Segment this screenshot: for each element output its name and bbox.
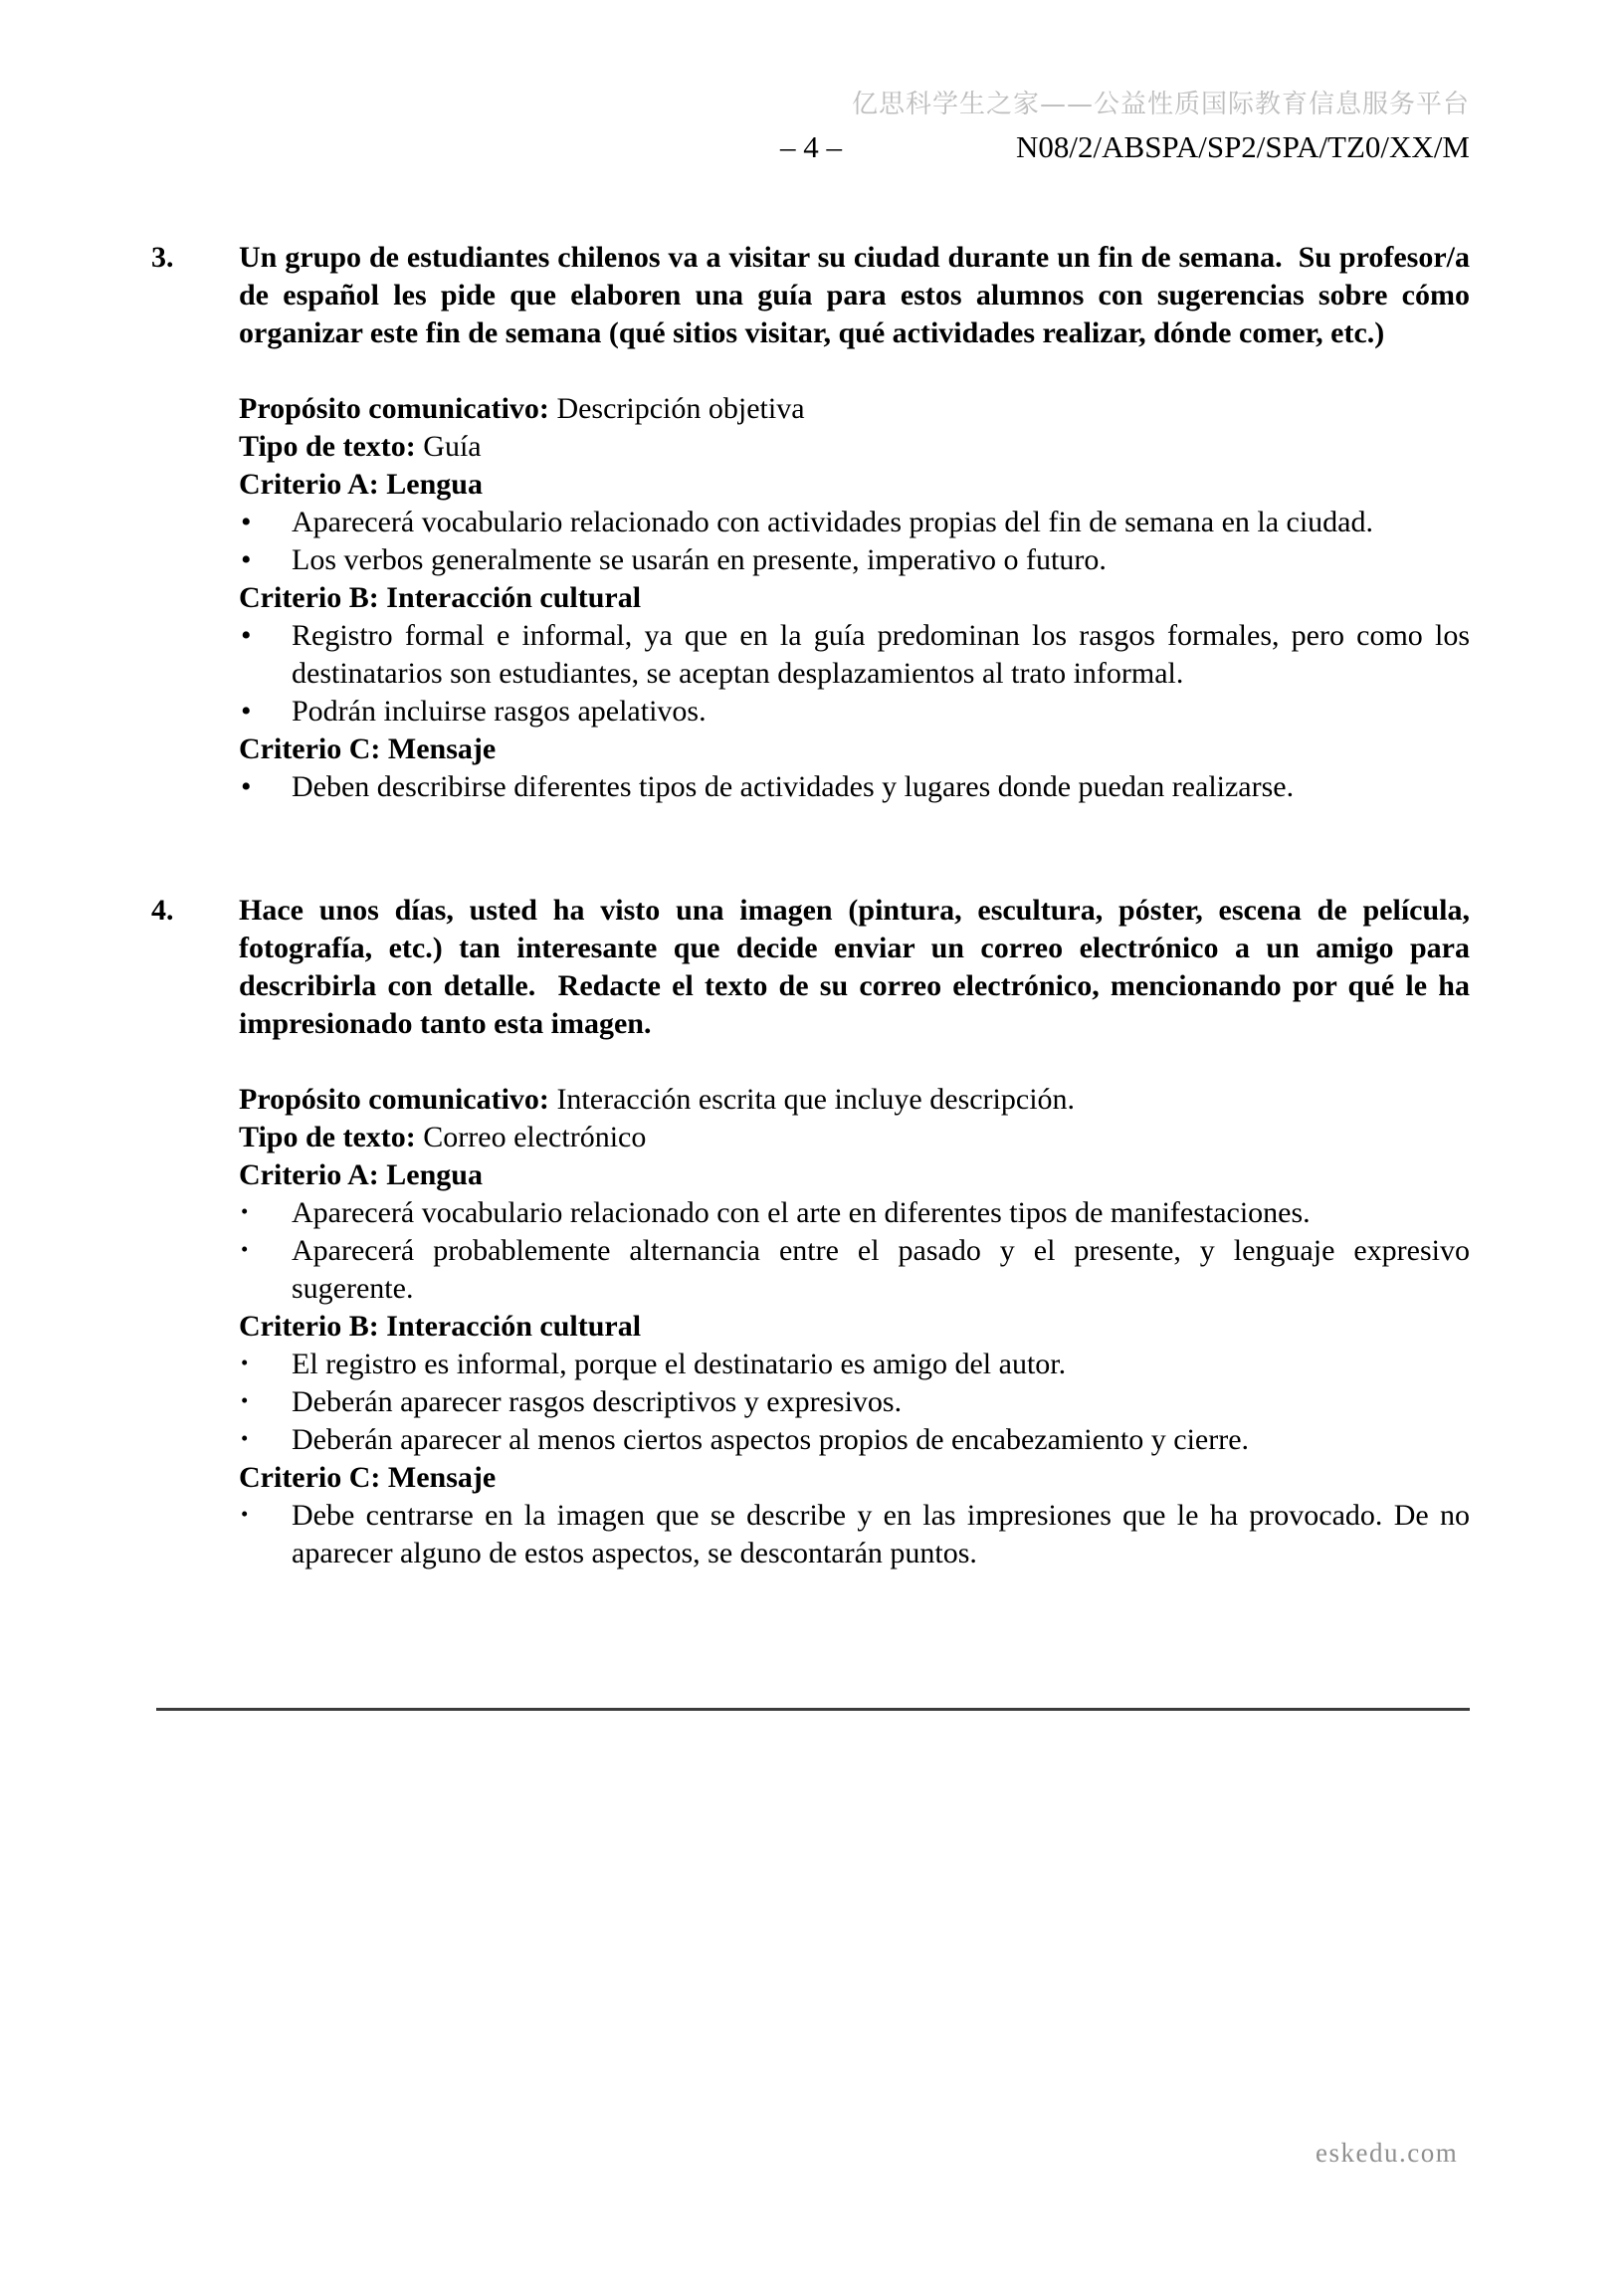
bullet-icon: • bbox=[241, 1351, 249, 1374]
criterion-section bbox=[239, 1308, 1470, 1459]
bullet-text: Los verbos generalmente se usarán en presente, imperativo o futuro. bbox=[292, 543, 1107, 576]
bullet-list bbox=[239, 1346, 1470, 1459]
criterion-section bbox=[239, 731, 1470, 806]
bullet-text: El registro es informal, porque el destinatario es amigo del autor. bbox=[292, 1348, 1067, 1380]
bullet-icon: • bbox=[241, 1199, 249, 1223]
bullet-icon: • bbox=[241, 1502, 249, 1526]
proposito-value: Interacción escrita que incluye descripción. bbox=[556, 1083, 1076, 1116]
questions-container bbox=[151, 239, 1470, 1572]
criterion-section bbox=[239, 466, 1470, 579]
bullet-item bbox=[239, 1232, 1470, 1308]
bullet-item bbox=[239, 693, 1470, 731]
question-item bbox=[151, 239, 1470, 806]
question-number: 3. bbox=[151, 241, 174, 274]
tipo-line bbox=[239, 428, 1470, 466]
question-number: 4. bbox=[151, 894, 174, 927]
tipo-value: Guía bbox=[423, 430, 482, 463]
proposito-line bbox=[239, 390, 1470, 428]
criteria-sections bbox=[239, 466, 1470, 806]
bullet-item bbox=[239, 768, 1470, 806]
bullet-text: Deberán aparecer rasgos descriptivos y expresivos. bbox=[292, 1385, 903, 1418]
bullet-text: Registro formal e informal, ya que en la guía predominan los rasgos formales, pero como los destinatarios son estudiantes, se aceptan desplazamientos al trato informal. bbox=[292, 619, 1470, 690]
bullet-item bbox=[239, 1497, 1470, 1572]
criterion-heading: Criterio A: Lengua bbox=[239, 1158, 483, 1191]
proposito-line bbox=[239, 1081, 1470, 1119]
bullet-text: Deberán aparecer al menos ciertos aspectos propios de encabezamiento y cierre. bbox=[292, 1423, 1250, 1456]
bullet-icon: • bbox=[241, 1426, 249, 1450]
bullet-item bbox=[239, 1194, 1470, 1232]
page-number: – 4 – bbox=[780, 129, 842, 164]
criteria-sections bbox=[239, 1156, 1470, 1572]
footer-divider bbox=[156, 1708, 1470, 1711]
bullet-list bbox=[239, 504, 1470, 579]
tipo-label: Tipo de texto: bbox=[239, 430, 416, 463]
criterion-section bbox=[239, 1156, 1470, 1308]
paper-code: N08/2/ABSPA/SP2/SPA/TZ0/XX/M bbox=[1016, 129, 1470, 164]
bullet-text: Aparecerá vocabulario relacionado con el arte en diferentes tipos de manifestaciones. bbox=[292, 1196, 1311, 1229]
question-prompt: Hace unos días, usted ha visto una imagen (pintura, escultura, póster, escena de película, fotografía, etc.) tan interesante que decide enviar un correo electrónico a un amigo para describirla con detalle. Redacte el texto de su correo electrónico, mencionando por qué le ha impresionado tanto esta imagen. bbox=[239, 894, 1470, 1040]
bullet-icon: • bbox=[241, 1388, 249, 1412]
question-item bbox=[151, 892, 1470, 1572]
criterion-section bbox=[239, 1459, 1470, 1572]
bullet-icon: • bbox=[241, 770, 252, 803]
criterion-heading: Criterio C: Mensaje bbox=[239, 732, 497, 765]
bullet-item bbox=[239, 504, 1470, 541]
bullet-text: Podrán incluirse rasgos apelativos. bbox=[292, 695, 707, 728]
criterion-section bbox=[239, 579, 1470, 731]
bullet-item bbox=[239, 541, 1470, 579]
criterion-heading: Criterio A: Lengua bbox=[239, 468, 483, 501]
bullet-item bbox=[239, 617, 1470, 693]
watermark-text: 亿思科学生之家——公益性质国际教育信息服务平台 bbox=[851, 90, 1470, 119]
bullet-icon: • bbox=[241, 1237, 249, 1261]
tipo-label: Tipo de texto: bbox=[239, 1121, 416, 1153]
proposito-label: Propósito comunicativo: bbox=[239, 392, 549, 425]
page-header bbox=[239, 129, 1470, 169]
proposito-label: Propósito comunicativo: bbox=[239, 1083, 549, 1116]
criterion-heading: Criterio B: Interacción cultural bbox=[239, 581, 642, 614]
bullet-text: Deben describirse diferentes tipos de actividades y lugares donde puedan realizarse. bbox=[292, 770, 1295, 803]
criterion-heading: Criterio C: Mensaje bbox=[239, 1461, 497, 1494]
bullet-item bbox=[239, 1346, 1470, 1383]
bullet-text: Debe centrarse en la imagen que se describe y en las impresiones que le ha provocado. De no aparecer alguno de estos aspectos, se descontarán puntos. bbox=[292, 1499, 1470, 1569]
tipo-line bbox=[239, 1119, 1470, 1156]
proposito-value: Descripción objetiva bbox=[556, 392, 805, 425]
bullet-list bbox=[239, 617, 1470, 731]
bullet-list bbox=[239, 1497, 1470, 1572]
bullet-item bbox=[239, 1383, 1470, 1421]
criterion-heading: Criterio B: Interacción cultural bbox=[239, 1310, 642, 1343]
tipo-value: Correo electrónico bbox=[423, 1121, 647, 1153]
bullet-text: Aparecerá probablemente alternancia entre el pasado y el presente, y lenguaje expresivo sugerente. bbox=[292, 1234, 1470, 1305]
bullet-text: Aparecerá vocabulario relacionado con actividades propias del fin de semana en la ciudad. bbox=[292, 506, 1374, 538]
bullet-icon: • bbox=[241, 619, 252, 652]
bullet-icon: • bbox=[241, 506, 252, 538]
bullet-icon: • bbox=[241, 543, 252, 576]
bullet-list bbox=[239, 768, 1470, 806]
bullet-list bbox=[239, 1194, 1470, 1308]
bullet-icon: • bbox=[241, 695, 252, 728]
bullet-item bbox=[239, 1421, 1470, 1459]
site-watermark: eskedu.com bbox=[1316, 2138, 1459, 2168]
question-prompt: Un grupo de estudiantes chilenos va a visitar su ciudad durante un fin de semana. Su profesor/a de español les pide que elaboren una guía para estos alumnos con sugerencias sobre cómo organizar este fin de semana (qué sitios visitar, qué actividades realizar, dónde comer, etc.) bbox=[239, 241, 1470, 349]
